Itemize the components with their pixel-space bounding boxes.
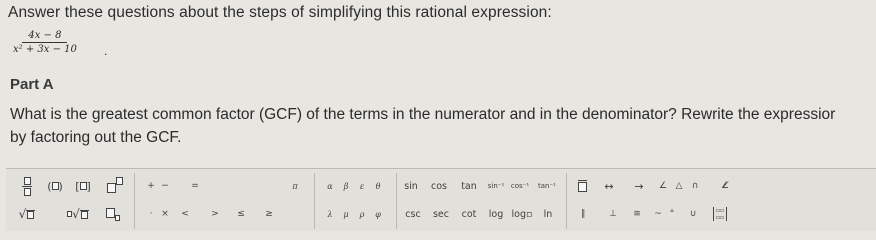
expression-numerator: 4x − 8 bbox=[22, 30, 67, 43]
congruent-button[interactable]: ≅ bbox=[633, 209, 641, 219]
rational-expression bbox=[10, 30, 80, 55]
log-button[interactable]: log bbox=[488, 208, 504, 220]
prompt-line-1: What is the greatest common factor (GCF) of the terms in the numerator and in the denominator? Rewrite the expressior bbox=[10, 106, 836, 123]
function-group bbox=[398, 173, 567, 229]
expression-denominator: x² + 3x − 10 bbox=[13, 44, 77, 55]
phi-button[interactable]: φ bbox=[375, 209, 381, 219]
question-text: Answer these questions about the steps of simplifying this rational expression: bbox=[8, 4, 552, 21]
tan-button[interactable]: tan bbox=[461, 180, 477, 192]
overline-button[interactable] bbox=[574, 175, 590, 197]
plus-button[interactable]: + bbox=[147, 181, 155, 191]
alpha-button[interactable]: α bbox=[327, 181, 333, 191]
geometry-group bbox=[568, 173, 744, 229]
greater-than-button[interactable]: > bbox=[211, 209, 219, 219]
ray-button[interactable]: → bbox=[634, 179, 644, 193]
matrix-button[interactable] bbox=[708, 203, 732, 225]
minus-button[interactable]: − bbox=[161, 181, 169, 191]
greater-equal-button[interactable]: ≥ bbox=[265, 209, 273, 219]
less-equal-button[interactable]: ≤ bbox=[237, 209, 245, 219]
ln-button[interactable]: ln bbox=[543, 208, 553, 220]
similar-button[interactable]: ~ bbox=[654, 209, 662, 219]
template-group bbox=[6, 173, 135, 229]
less-than-button[interactable]: < bbox=[181, 209, 189, 219]
log-base-button[interactable]: log▫ bbox=[511, 208, 533, 220]
degree-button[interactable]: ° bbox=[669, 209, 675, 219]
theta-button[interactable]: θ bbox=[375, 181, 381, 191]
greek-group bbox=[292, 173, 397, 229]
expression-period: . bbox=[104, 44, 108, 58]
triangle-button[interactable]: △ bbox=[675, 181, 683, 191]
fraction-button[interactable] bbox=[18, 175, 36, 197]
nth-root-button[interactable] bbox=[66, 203, 90, 225]
arcsin-button[interactable]: sin⁻¹ bbox=[487, 182, 505, 190]
line-button[interactable]: ↔ bbox=[604, 179, 614, 193]
angle-button[interactable]: ∠ bbox=[658, 181, 668, 191]
sqrt-button[interactable] bbox=[16, 203, 38, 225]
times-button[interactable]: × bbox=[161, 209, 169, 219]
csc-button[interactable]: csc bbox=[405, 208, 421, 220]
nth-root-icon: √ bbox=[67, 207, 89, 221]
beta-button[interactable]: β bbox=[343, 181, 349, 191]
math-toolbar bbox=[6, 168, 876, 231]
superscript-icon bbox=[107, 177, 123, 196]
superscript-button[interactable] bbox=[106, 175, 124, 197]
parallel-button[interactable]: ∥ bbox=[580, 209, 586, 219]
union-button[interactable]: ∪ bbox=[689, 209, 697, 219]
parentheses-icon: ( ) bbox=[47, 179, 63, 193]
equals-button[interactable]: = bbox=[191, 181, 199, 191]
perpendicular-button[interactable]: ⊥ bbox=[609, 209, 617, 219]
square-root-icon: √ bbox=[19, 207, 36, 221]
sin-button[interactable]: sin bbox=[404, 180, 418, 192]
measured-angle-button[interactable]: ∠̸ bbox=[720, 181, 730, 191]
cot-button[interactable]: cot bbox=[461, 208, 477, 220]
pi-button[interactable]: π bbox=[292, 181, 298, 191]
fraction-icon bbox=[22, 177, 32, 196]
dot-button[interactable]: · bbox=[149, 209, 153, 219]
mu-button[interactable]: μ bbox=[343, 209, 349, 219]
prompt-line-2: by factoring out the GCF. bbox=[10, 129, 182, 146]
subscript-icon bbox=[106, 208, 120, 221]
matrix-icon: ▫▫ ▫▫ bbox=[713, 207, 727, 221]
subscript-button[interactable] bbox=[104, 203, 122, 225]
brackets-icon: [ ] bbox=[75, 179, 91, 193]
sec-button[interactable]: sec bbox=[432, 208, 450, 220]
part-label: Part A bbox=[10, 76, 54, 93]
cos-button[interactable]: cos bbox=[431, 180, 447, 192]
part-a-prompt bbox=[10, 103, 835, 149]
parentheses-button[interactable] bbox=[46, 175, 64, 197]
arccos-button[interactable]: cos⁻¹ bbox=[510, 182, 530, 190]
intersection-button[interactable]: ∩ bbox=[691, 181, 699, 191]
arctan-button[interactable]: tan⁻¹ bbox=[538, 182, 556, 190]
brackets-button[interactable] bbox=[74, 175, 92, 197]
rho-button[interactable]: ρ bbox=[359, 209, 365, 219]
lambda-button[interactable]: λ bbox=[327, 209, 333, 219]
epsilon-button[interactable]: ε bbox=[359, 181, 365, 191]
overline-icon bbox=[578, 180, 587, 192]
